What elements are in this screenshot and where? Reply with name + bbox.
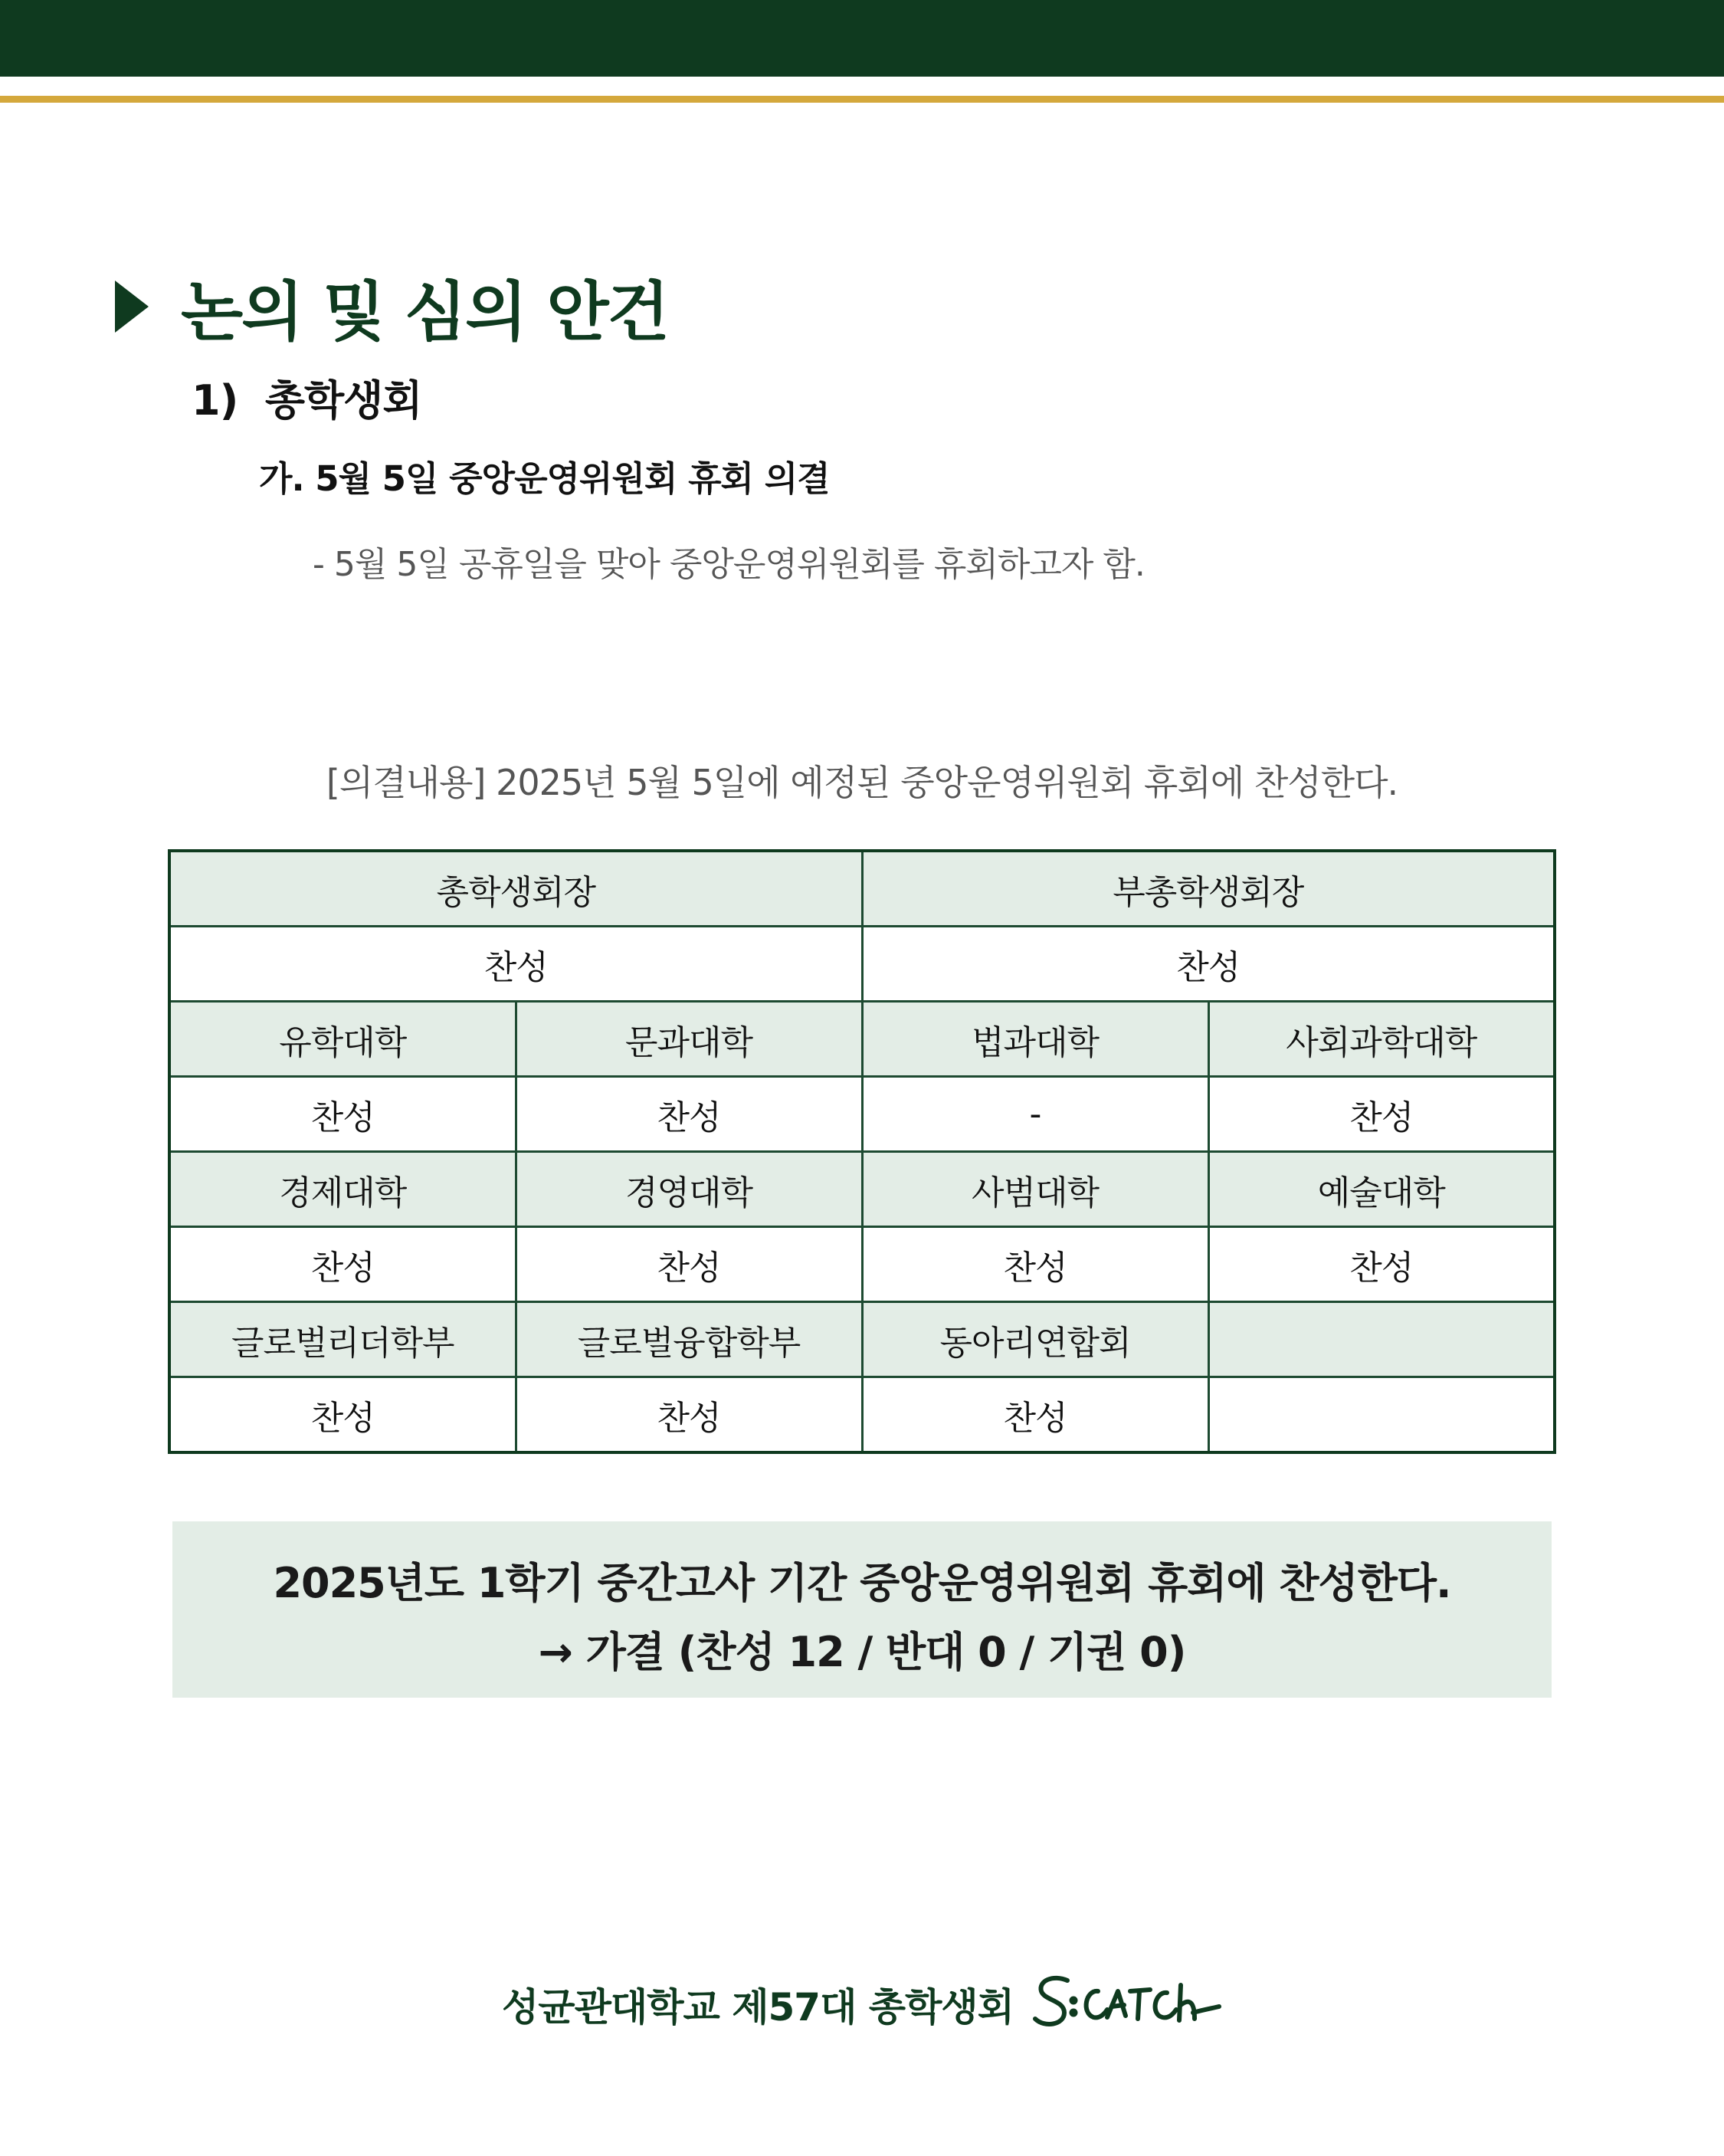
scatch-logo — [1031, 1970, 1222, 2039]
table-row — [169, 1002, 1555, 1077]
table-row — [169, 927, 1555, 1002]
result-statement: 2025년도 1학기 중간고사 기간 중앙운영위원회 휴회에 찬성한다. — [273, 1559, 1451, 1607]
college-label: 글로벌리더학부 — [169, 1302, 516, 1377]
college-vote: 찬성 — [516, 1227, 862, 1302]
top-header-bar — [0, 0, 1724, 77]
college-vote: 찬성 — [862, 1227, 1208, 1302]
college-label: 경영대학 — [516, 1152, 862, 1227]
college-label: 경제대학 — [169, 1152, 516, 1227]
table-row — [169, 851, 1555, 927]
college-vote — [1208, 1377, 1555, 1453]
college-label: 법과대학 — [862, 1002, 1208, 1077]
result-tally — [172, 1619, 1552, 1679]
table-row — [169, 1227, 1555, 1302]
college-label: 사회과학대학 — [1208, 1002, 1555, 1077]
college-vote: 찬성 — [169, 1377, 516, 1453]
vice-president-vote: 찬성 — [862, 927, 1555, 1002]
footer — [0, 1970, 1724, 2039]
college-vote: 찬성 — [1208, 1077, 1555, 1152]
arrow-icon: → — [538, 1628, 586, 1676]
vote-table — [168, 849, 1556, 1454]
table-row — [169, 1302, 1555, 1377]
vice-president-label: 부총학생회장 — [862, 851, 1555, 927]
tally-text: (찬성 12 / 반대 0 / 기권 0) — [664, 1628, 1186, 1676]
result-summary-box — [172, 1521, 1552, 1698]
college-label: 예술대학 — [1208, 1152, 1555, 1227]
section-heading — [115, 264, 668, 349]
president-label: 총학생회장 — [169, 851, 862, 927]
college-vote: 찬성 — [169, 1077, 516, 1152]
college-label: 글로벌융합학부 — [516, 1302, 862, 1377]
resolution-text: [의결내용] 2025년 5월 5일에 예정된 중앙운영위원회 휴회에 찬성한다. — [326, 762, 1398, 803]
footer-organization: 성균관대학교 제57대 총학생회 — [502, 1985, 1014, 2030]
college-vote: 찬성 — [516, 1077, 862, 1152]
subsection-title: 1) 총학생회 — [192, 376, 422, 425]
triangle-bullet-icon — [115, 281, 149, 333]
table-row — [169, 1152, 1555, 1227]
college-label: 유학대학 — [169, 1002, 516, 1077]
college-vote: 찬성 — [516, 1377, 862, 1453]
verdict-label: 가결 — [585, 1628, 664, 1676]
table-row — [169, 1377, 1555, 1453]
college-vote: - — [862, 1077, 1208, 1152]
college-label: 동아리연합회 — [862, 1302, 1208, 1377]
college-label — [1208, 1302, 1555, 1377]
president-vote: 찬성 — [169, 927, 862, 1002]
section-title: 논의 및 심의 안건 — [181, 274, 668, 349]
gold-accent-line — [0, 96, 1724, 103]
college-vote: 찬성 — [862, 1377, 1208, 1453]
table-row — [169, 1077, 1555, 1152]
college-label: 문과대학 — [516, 1002, 862, 1077]
college-vote: 찬성 — [169, 1227, 516, 1302]
item-title: 가. 5월 5일 중앙운영위원회 휴회 의결 — [259, 458, 830, 499]
college-vote: 찬성 — [1208, 1227, 1555, 1302]
item-description: - 5월 5일 공휴일을 맞아 중앙운영위원회를 휴회하고자 함. — [313, 545, 1145, 584]
college-label: 사범대학 — [862, 1152, 1208, 1227]
